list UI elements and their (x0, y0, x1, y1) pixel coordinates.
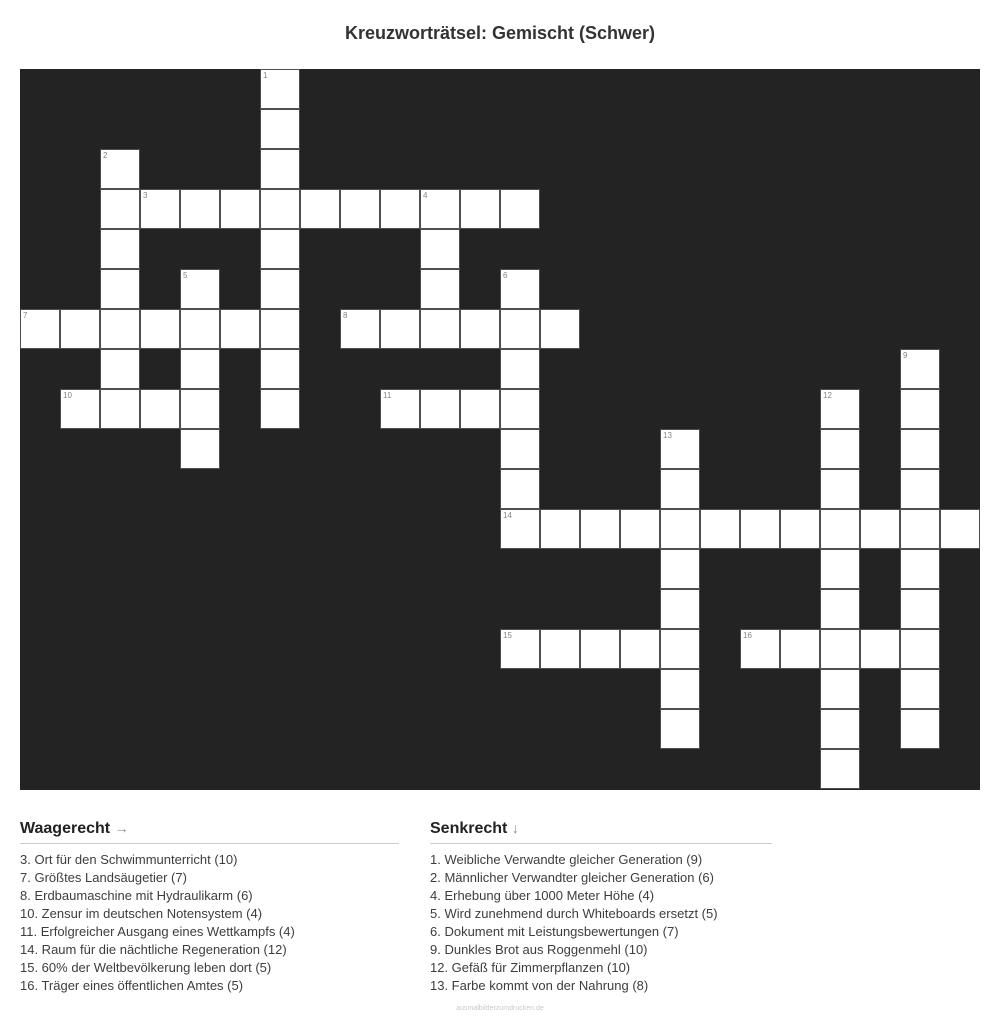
grid-cell[interactable] (900, 389, 940, 429)
grid-cell-11[interactable] (380, 389, 420, 429)
cell-number: 15 (503, 631, 512, 640)
grid-cell[interactable] (660, 509, 700, 549)
grid-cell[interactable] (100, 269, 140, 309)
down-clue: 4. Erhebung über 1000 Meter Höhe (4) (430, 888, 655, 903)
grid-cell[interactable] (500, 189, 540, 229)
grid-cell[interactable] (380, 189, 420, 229)
grid-cell[interactable] (500, 349, 540, 389)
grid-cell[interactable] (780, 509, 820, 549)
cell-number: 5 (183, 271, 188, 280)
grid-cell-7[interactable] (20, 309, 60, 349)
grid-cell[interactable] (580, 509, 620, 549)
across-clue: 16. Träger eines öffentlichen Amtes (5) (20, 978, 244, 993)
grid-cell[interactable] (180, 389, 220, 429)
grid-cell[interactable] (660, 589, 700, 629)
grid-cell[interactable] (620, 509, 660, 549)
grid-cell[interactable] (780, 629, 820, 669)
grid-cell[interactable] (380, 309, 420, 349)
across-clue: 10. Zensur im deutschen Notensystem (4) (20, 906, 263, 921)
grid-cell[interactable] (740, 509, 780, 549)
across-clue: 15. 60% der Weltbevölkerung leben dort (5) (20, 960, 272, 975)
grid-cell[interactable] (900, 709, 940, 749)
across-clue: 3. Ort für den Schwimmunterricht (10) (20, 852, 238, 867)
grid-cell[interactable] (180, 349, 220, 389)
grid-cell[interactable] (620, 629, 660, 669)
grid-cell[interactable] (220, 189, 260, 229)
grid-cell[interactable] (900, 669, 940, 709)
grid-cell[interactable] (140, 389, 180, 429)
grid-cell-8[interactable] (340, 309, 380, 349)
grid-cell[interactable] (820, 749, 860, 789)
cell-number: 9 (903, 351, 908, 360)
across-clue: 11. Erfolgreicher Ausgang eines Wettkampfs (4) (20, 924, 295, 939)
grid-cell[interactable] (100, 389, 140, 429)
across-header (20, 820, 399, 844)
page-title: Kreuzworträtsel: Gemischt (Schwer) (344, 23, 656, 43)
cell-number: 4 (423, 191, 428, 200)
grid-cell-15[interactable] (500, 629, 540, 669)
grid-cell[interactable] (820, 669, 860, 709)
cell-number: 10 (63, 391, 72, 400)
grid-cell[interactable] (260, 389, 300, 429)
grid-cell-13[interactable] (660, 429, 700, 469)
down-arrow-icon: ↓ (511, 820, 519, 836)
grid-cell-14[interactable] (500, 509, 540, 549)
grid-cell[interactable] (580, 629, 620, 669)
grid-cell[interactable] (260, 189, 300, 229)
grid-cell[interactable] (860, 509, 900, 549)
grid-cell[interactable] (260, 349, 300, 389)
grid-cell[interactable] (500, 429, 540, 469)
grid-cell-16[interactable] (740, 629, 780, 669)
right-arrow-icon: → (114, 820, 129, 836)
grid-cell-2[interactable] (100, 149, 140, 189)
grid-cell[interactable] (820, 629, 860, 669)
grid-cell[interactable] (660, 669, 700, 709)
grid-cell[interactable] (420, 229, 460, 269)
down-clue: 6. Dokument mit Leistungsbewertungen (7) (430, 924, 679, 939)
grid-cell[interactable] (260, 269, 300, 309)
grid-cell[interactable] (100, 349, 140, 389)
grid-cell-12[interactable] (820, 389, 860, 429)
grid-cell[interactable] (180, 189, 220, 229)
grid-cell[interactable] (100, 189, 140, 229)
grid-cell[interactable] (900, 469, 940, 509)
down-clue: 1. Weibliche Verwandte gleicher Generation (9) (430, 852, 703, 867)
cell-number: 7 (23, 311, 28, 320)
down-clue: 12. Gefäß für Zimmerpflanzen (10) (430, 960, 631, 975)
grid-cell[interactable] (460, 309, 500, 349)
grid-cell[interactable] (540, 309, 580, 349)
grid-cell[interactable] (500, 469, 540, 509)
grid-cell[interactable] (900, 429, 940, 469)
across-clue: 14. Raum für die nächtliche Regeneration (12) (20, 942, 287, 957)
down-clue-list (430, 851, 772, 995)
grid-cell[interactable] (540, 509, 580, 549)
grid-cell-1[interactable] (260, 69, 300, 109)
grid-cell[interactable] (660, 549, 700, 589)
grid-cell[interactable] (660, 709, 700, 749)
grid-cell[interactable] (220, 309, 260, 349)
grid-cell[interactable] (900, 589, 940, 629)
grid-cell-6[interactable] (500, 269, 540, 309)
grid-cell[interactable] (60, 309, 100, 349)
grid-cell[interactable] (900, 629, 940, 669)
grid-cell[interactable] (820, 709, 860, 749)
footer-watermark: ausmalbilderzumdrucken.de (456, 1005, 544, 1012)
grid-cell[interactable] (100, 309, 140, 349)
grid-cell-10[interactable] (60, 389, 100, 429)
grid-cell[interactable] (460, 389, 500, 429)
cell-number: 6 (503, 271, 508, 280)
grid-cell-3[interactable] (140, 189, 180, 229)
grid-cell[interactable] (460, 189, 500, 229)
across-title: Waagerecht (20, 820, 111, 837)
cell-number: 12 (823, 391, 832, 400)
down-clue: 5. Wird zunehmend durch Whiteboards ersetzt (5) (430, 906, 718, 921)
grid-cell[interactable] (940, 509, 980, 549)
grid-cell[interactable] (500, 389, 540, 429)
cell-number: 14 (503, 511, 512, 520)
down-clue: 2. Männlicher Verwandter gleicher Generation (6) (430, 870, 714, 885)
down-section (430, 820, 772, 995)
cell-number: 13 (663, 431, 672, 440)
grid-cell[interactable] (260, 109, 300, 149)
down-clue: 13. Farbe kommt von der Nahrung (8) (430, 978, 649, 993)
grid-cell-9[interactable] (900, 349, 940, 389)
grid-cell[interactable] (820, 429, 860, 469)
cell-number: 11 (383, 391, 392, 400)
grid-cell[interactable] (500, 309, 540, 349)
cell-number: 2 (103, 151, 108, 160)
cell-number: 3 (143, 191, 148, 200)
grid-cell[interactable] (820, 509, 860, 549)
grid-cell[interactable] (340, 189, 380, 229)
grid-cell[interactable] (180, 429, 220, 469)
grid-cell[interactable] (100, 229, 140, 269)
across-section (20, 820, 399, 995)
grid-cell[interactable] (300, 189, 340, 229)
grid-cell[interactable] (420, 389, 460, 429)
cell-number: 8 (343, 311, 348, 320)
grid-cell[interactable] (420, 309, 460, 349)
grid-cell-5[interactable] (180, 269, 220, 309)
down-title: Senkrecht (430, 820, 508, 837)
grid-cell[interactable] (180, 309, 220, 349)
grid-cell[interactable] (820, 469, 860, 509)
grid-cell[interactable] (660, 629, 700, 669)
grid-cell[interactable] (260, 229, 300, 269)
cell-number: 16 (743, 631, 752, 640)
down-header (430, 820, 772, 844)
across-clue: 7. Größtes Landsäugetier (7) (20, 870, 187, 885)
grid-cell[interactable] (140, 309, 180, 349)
down-clue: 9. Dunkles Brot aus Roggenmehl (10) (430, 942, 648, 957)
grid-cell[interactable] (900, 549, 940, 589)
crossword-grid (20, 69, 980, 790)
grid-cell[interactable] (260, 309, 300, 349)
grid-cell[interactable] (820, 549, 860, 589)
cell-number: 1 (263, 71, 268, 80)
grid-cell-4[interactable] (420, 189, 460, 229)
grid-cell[interactable] (700, 509, 740, 549)
grid-cell[interactable] (900, 509, 940, 549)
grid-cell[interactable] (820, 589, 860, 629)
grid-cell[interactable] (420, 269, 460, 309)
grid-cell[interactable] (540, 629, 580, 669)
across-clue-list (20, 851, 399, 995)
across-clue: 8. Erdbaumaschine mit Hydraulikarm (6) (20, 888, 253, 903)
grid-cell[interactable] (260, 149, 300, 189)
grid-cell[interactable] (660, 469, 700, 509)
grid-cell[interactable] (860, 629, 900, 669)
